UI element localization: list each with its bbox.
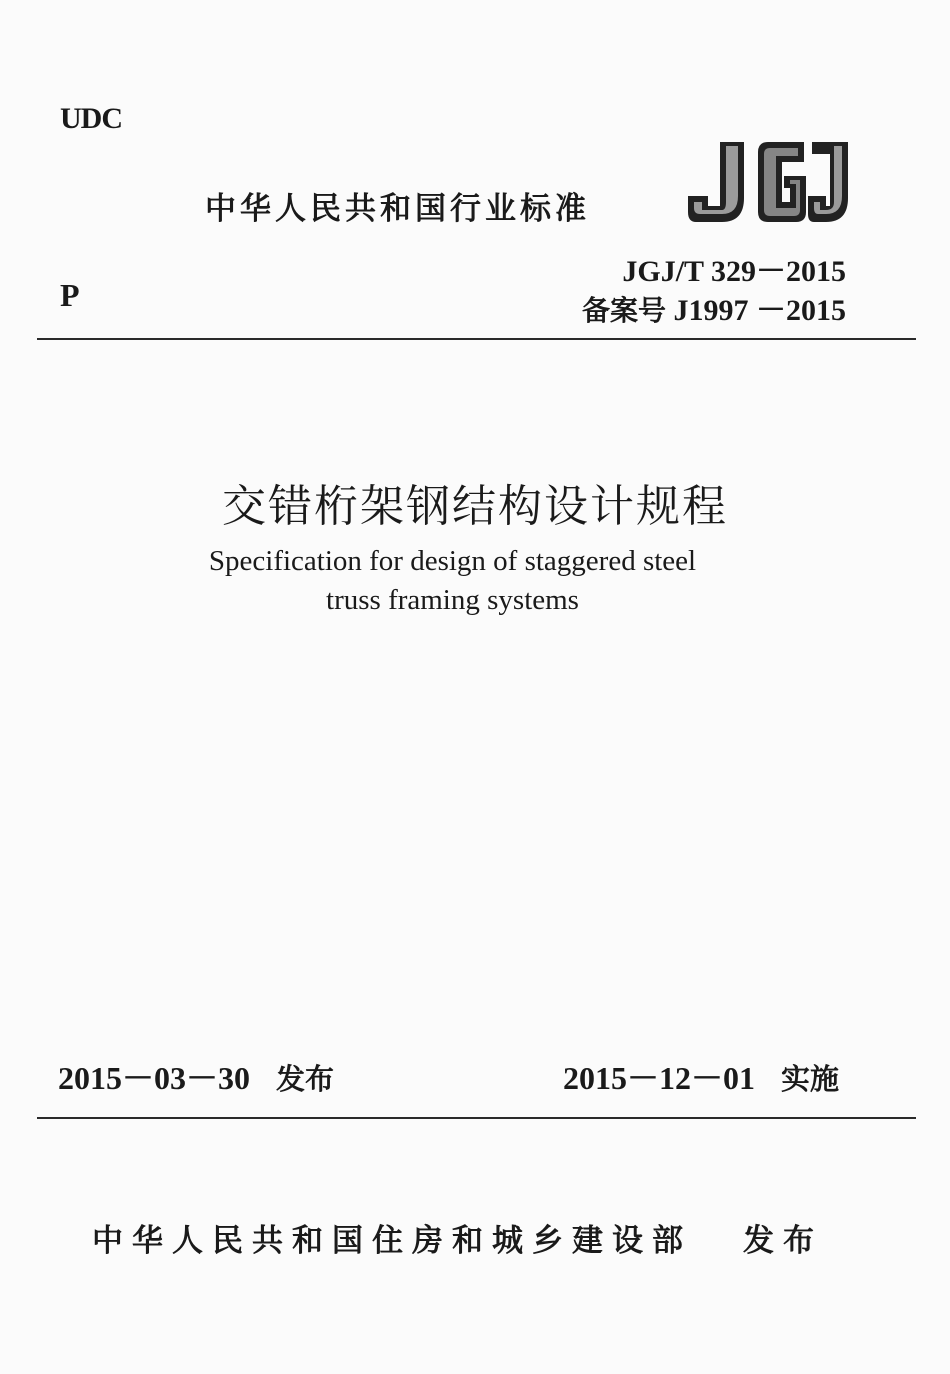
issue-date-line	[58, 1053, 334, 1099]
standard-number: JGJ/T 329－2015	[622, 255, 846, 288]
udc-label: UDC	[60, 102, 122, 135]
english-title-line-2: truss framing systems	[326, 584, 579, 616]
industry-standard-title: 中华人民共和国行业标准	[205, 191, 590, 227]
jgj-logo	[686, 138, 851, 224]
record-number: J1997 －2015	[673, 294, 846, 327]
record-number-line	[582, 285, 846, 329]
issue-label: 发布	[276, 1062, 335, 1096]
chinese-title: 交错桁架钢结构设计规程	[222, 481, 728, 532]
implement-label: 实施	[781, 1062, 840, 1096]
classification-letter: P	[60, 277, 80, 313]
implement-date: 2015－12－01	[563, 1060, 756, 1096]
record-label: 备案号	[581, 294, 666, 327]
bottom-divider	[37, 1117, 916, 1119]
publish-label: 发布	[743, 1223, 823, 1259]
english-title-line-1: Specification for design of staggered steel	[208, 545, 697, 577]
implement-date-line	[563, 1053, 839, 1099]
top-divider	[37, 338, 916, 340]
issue-date: 2015－03－30	[58, 1060, 251, 1096]
issuing-ministry: 中华人民共和国住房和城乡建设部	[92, 1223, 692, 1259]
